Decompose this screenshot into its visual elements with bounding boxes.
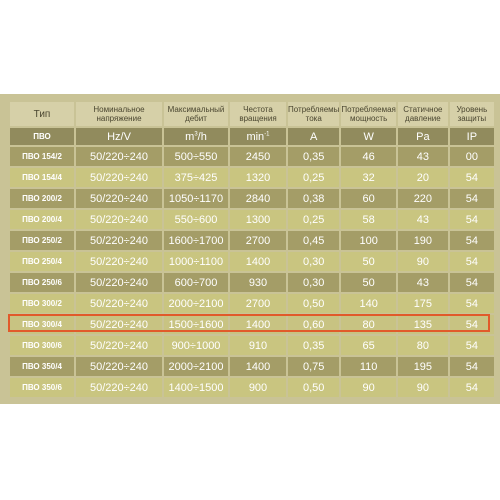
cell-current: 0,25: [288, 168, 339, 187]
cell-power: 50: [341, 273, 395, 292]
header-current: Потребляемы тока: [288, 102, 339, 126]
cell-current: 0,30: [288, 252, 339, 271]
cell-speed: 1300: [230, 210, 286, 229]
cell-flow: 500÷550: [164, 147, 228, 166]
cell-current: 0,50: [288, 378, 339, 397]
table-row: [10, 273, 494, 292]
cell-type: ПВО 300/2: [10, 294, 74, 313]
header-pressure: Статичное давление: [398, 102, 448, 126]
cell-pressure: 80: [398, 336, 448, 355]
fan-spec-table: [8, 100, 496, 399]
header-power: Потребляемая мощность: [341, 102, 395, 126]
header-speed: Честота вращения: [230, 102, 286, 126]
cell-flow: 2000÷2100: [164, 357, 228, 376]
cell-current: 0,35: [288, 147, 339, 166]
table-row: [10, 357, 494, 376]
cell-protection: 54: [450, 189, 494, 208]
header-protection: Уровень защиты: [450, 102, 494, 126]
cell-voltage: 50/220÷240: [76, 357, 162, 376]
cell-type: ПВО 200/4: [10, 210, 74, 229]
cell-type: ПВО 154/2: [10, 147, 74, 166]
cell-power: 110: [341, 357, 395, 376]
unit-power: W: [341, 128, 395, 145]
cell-pressure: 190: [398, 231, 448, 250]
cell-protection: 54: [450, 168, 494, 187]
cell-protection: 54: [450, 378, 494, 397]
cell-power: 140: [341, 294, 395, 313]
cell-flow: 900÷1000: [164, 336, 228, 355]
unit-type: ПВО: [10, 128, 74, 145]
table-row: [10, 294, 494, 313]
unit-flow-tail: /h: [197, 130, 207, 143]
cell-voltage: 50/220÷240: [76, 378, 162, 397]
table-row: [10, 231, 494, 250]
cell-speed: 2700: [230, 294, 286, 313]
cell-flow: 1600÷1700: [164, 231, 228, 250]
header-type: Тип: [10, 102, 74, 126]
cell-current: 0,75: [288, 357, 339, 376]
cell-type: ПВО 250/4: [10, 252, 74, 271]
cell-flow: 1400÷1500: [164, 378, 228, 397]
cell-speed: 1400: [230, 315, 286, 334]
unit-flow-sup: 3: [194, 130, 198, 137]
cell-protection: 54: [450, 315, 494, 334]
cell-protection: 54: [450, 294, 494, 313]
cell-power: 100: [341, 231, 395, 250]
cell-flow: 550÷600: [164, 210, 228, 229]
cell-protection: 54: [450, 252, 494, 271]
table-row: [10, 210, 494, 229]
cell-current: 0,50: [288, 294, 339, 313]
unit-speed-base: min: [246, 130, 265, 143]
cell-power: 90: [341, 378, 395, 397]
cell-speed: 1400: [230, 357, 286, 376]
cell-type: ПВО 300/6: [10, 336, 74, 355]
cell-protection: 54: [450, 357, 494, 376]
cell-voltage: 50/220÷240: [76, 294, 162, 313]
cell-flow: 1050÷1170: [164, 189, 228, 208]
table-row: [10, 378, 494, 397]
cell-voltage: 50/220÷240: [76, 273, 162, 292]
cell-voltage: 50/220÷240: [76, 168, 162, 187]
unit-speed: [230, 128, 286, 145]
cell-pressure: 43: [398, 147, 448, 166]
cell-protection: 54: [450, 231, 494, 250]
cell-voltage: 50/220÷240: [76, 210, 162, 229]
cell-flow: 2000÷2100: [164, 294, 228, 313]
cell-pressure: 175: [398, 294, 448, 313]
cell-type: ПВО 350/4: [10, 357, 74, 376]
cell-voltage: 50/220÷240: [76, 147, 162, 166]
cell-pressure: 220: [398, 189, 448, 208]
cell-pressure: 43: [398, 273, 448, 292]
units-row: [10, 128, 494, 145]
unit-protection: IP: [450, 128, 494, 145]
cell-speed: 910: [230, 336, 286, 355]
cell-current: 0,45: [288, 231, 339, 250]
cell-voltage: 50/220÷240: [76, 189, 162, 208]
cell-current: 0,60: [288, 315, 339, 334]
cell-voltage: 50/220÷240: [76, 315, 162, 334]
cell-flow: 600÷700: [164, 273, 228, 292]
cell-type: ПВО 300/4: [10, 315, 74, 334]
table-row: [10, 189, 494, 208]
cell-speed: 2450: [230, 147, 286, 166]
cell-type: ПВО 250/6: [10, 273, 74, 292]
cell-protection: 54: [450, 210, 494, 229]
cell-current: 0,30: [288, 273, 339, 292]
cell-power: 46: [341, 147, 395, 166]
header-row: [10, 102, 494, 126]
cell-current: 0,38: [288, 189, 339, 208]
cell-type: ПВО 250/2: [10, 231, 74, 250]
cell-power: 58: [341, 210, 395, 229]
data-rows: [10, 147, 494, 397]
unit-flow-base: m: [185, 130, 195, 143]
cell-type: ПВО 154/4: [10, 168, 74, 187]
cell-pressure: 20: [398, 168, 448, 187]
cell-voltage: 50/220÷240: [76, 231, 162, 250]
unit-pressure: Pa: [398, 128, 448, 145]
table-row: [10, 252, 494, 271]
unit-speed-sup: -1: [264, 130, 270, 137]
cell-current: 0,35: [288, 336, 339, 355]
cell-speed: 1400: [230, 252, 286, 271]
cell-power: 32: [341, 168, 395, 187]
table-row-selected: [10, 315, 494, 334]
cell-flow: 1500÷1600: [164, 315, 228, 334]
cell-protection: 54: [450, 336, 494, 355]
cell-type: ПВО 200/2: [10, 189, 74, 208]
cell-protection: 54: [450, 273, 494, 292]
cell-power: 50: [341, 252, 395, 271]
cell-pressure: 90: [398, 252, 448, 271]
table-row: [10, 336, 494, 355]
header-voltage: Номинальное напряжение: [76, 102, 162, 126]
cell-speed: 930: [230, 273, 286, 292]
cell-speed: 2700: [230, 231, 286, 250]
cell-power: 65: [341, 336, 395, 355]
cell-speed: 1320: [230, 168, 286, 187]
header-flow: Максимальный дебит: [164, 102, 228, 126]
cell-speed: 2840: [230, 189, 286, 208]
cell-voltage: 50/220÷240: [76, 252, 162, 271]
cell-flow: 375÷425: [164, 168, 228, 187]
unit-voltage: Hz/V: [76, 128, 162, 145]
cell-flow: 1000÷1100: [164, 252, 228, 271]
cell-pressure: 90: [398, 378, 448, 397]
table-row: [10, 147, 494, 166]
cell-voltage: 50/220÷240: [76, 336, 162, 355]
cell-pressure: 195: [398, 357, 448, 376]
cell-power: 60: [341, 189, 395, 208]
cell-current: 0,25: [288, 210, 339, 229]
cell-protection: 00: [450, 147, 494, 166]
unit-current: A: [288, 128, 339, 145]
cell-speed: 900: [230, 378, 286, 397]
table-row: [10, 168, 494, 187]
cell-pressure: 135: [398, 315, 448, 334]
cell-type: ПВО 350/6: [10, 378, 74, 397]
cell-pressure: 43: [398, 210, 448, 229]
cell-power: 80: [341, 315, 395, 334]
unit-flow: [164, 128, 228, 145]
